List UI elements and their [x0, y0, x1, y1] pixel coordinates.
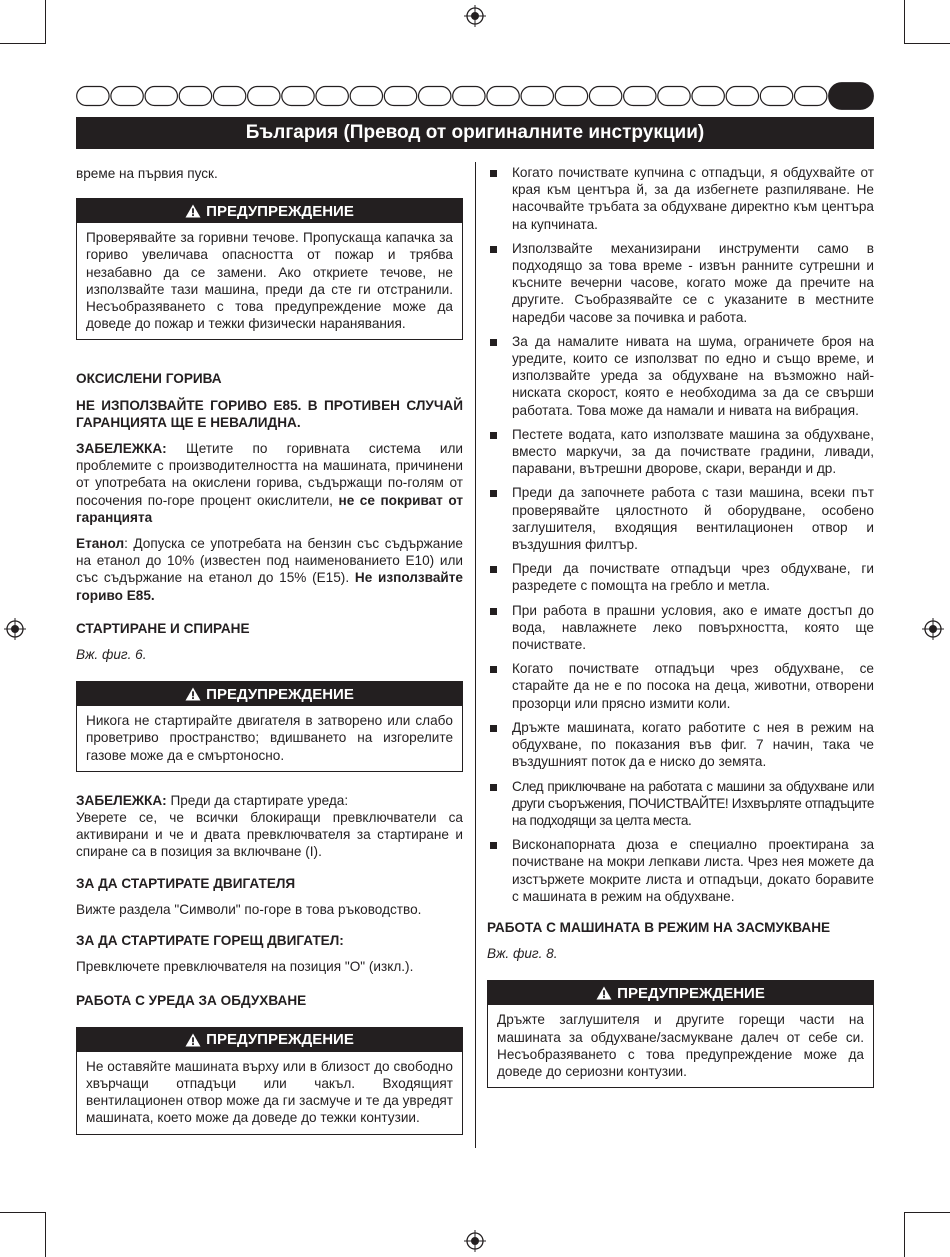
figure-reference: Вж. фиг. 8. [487, 946, 558, 962]
warning-triangle-icon [596, 986, 612, 1000]
ethanol-text: : Допуска се употребата на бензин със съдържание на етанол до 10% (известен под наименованието E10) или със съдържание на етанол до 15% (E15). [76, 536, 463, 586]
language-tab [111, 87, 143, 106]
language-tab [521, 87, 553, 106]
bullet-square-icon [490, 246, 497, 253]
e85-warning: НЕ ИЗПОЛЗВАЙТЕ ГОРИВО E85. В ПРОТИВЕН СЛУЧАЙ ГАРАНЦИЯТА ЩЕ Е НЕВАЛИДНА. [76, 397, 463, 430]
note-paragraph-2: Уверете се, че всички блокиращи превключватели са активирани и че и двата превключвателя за стартиране и спиране са в позиция за включване (I). [76, 810, 463, 860]
crop-mark [904, 0, 905, 44]
bullet-square-icon [490, 725, 497, 732]
section-heading: ЗА ДА СТАРТИРАТЕ ГОРЕЩ ДВИГАТЕЛ: [76, 933, 344, 949]
ethanol-bold-tail: Не използвайте гориво E85. [76, 570, 463, 603]
crop-mark [904, 43, 950, 44]
registration-mark-icon [922, 618, 944, 640]
intro-text: време на първия пуск. [76, 166, 218, 181]
warning-header [77, 1028, 462, 1052]
note-bold-tail: не се покриват от гаранцията [76, 492, 464, 525]
warning-header [77, 682, 462, 706]
crop-mark [0, 1212, 46, 1213]
bullet-square-icon [490, 842, 497, 849]
note-label: ЗАБЕЛЕЖКА: [76, 792, 167, 808]
language-tab [555, 87, 587, 106]
body-text: Вижте раздела "Символи" по-горе в това ръководство. [76, 901, 422, 917]
page-title: България (Превод от оригиналните инструкции) [76, 117, 874, 149]
bullet-square-icon [490, 339, 497, 346]
warning-triangle-icon [185, 1033, 201, 1047]
figure-reference: Вж. фиг. 6. [76, 647, 147, 663]
body-text: Превключете превключвателя на позиция "O" (изкл.). [76, 959, 414, 975]
language-tab [692, 87, 724, 106]
section-heading: ЗА ДА СТАРТИРАТЕ ДВИГАТЕЛЯ [76, 875, 296, 891]
section-heading: ОКСИСЛЕНИ ГОРИВА [76, 371, 222, 387]
registration-mark-icon [464, 5, 486, 27]
warning-label: ПРЕДУПРЕЖДЕНИЕ [617, 984, 765, 1002]
right-column [487, 164, 874, 1102]
list-item: Висконапорната дюза е специално проектирана за почистване на мокри лепкави листа. Чрез нея можете да изстържете мокрите листа и отпадъци, докато боравите с машината в режим на обдухване. [487, 836, 874, 905]
list-item: Когато почиствате купчина с отпадъци, я обдухвайте от края към центъра й, за да избегнете разпиляване. Не насочвайте тръбата за обдухване директно към центъра на купчината. [487, 164, 874, 233]
warning-text: Никога не стартирайте двигателя в затворено или слабо проветриво пространство; вдишването на изгорелите газове може да е смъртоносно. [86, 713, 453, 763]
language-tab [350, 87, 382, 106]
language-tabs [76, 82, 874, 110]
list-item: Дръжте машината, когато работите с нея в режим на обдухване, по показания във фиг. 7 начин, така че въздушният поток да е ниско до земята. [487, 719, 874, 771]
crop-mark [904, 1212, 905, 1257]
warning-box [76, 198, 463, 340]
section-heading: СТАРТИРАНЕ И СПИРАНЕ [76, 620, 250, 636]
language-tab [248, 87, 280, 106]
tips-list [487, 164, 874, 905]
crop-mark [0, 43, 46, 44]
language-tab [726, 87, 758, 106]
language-tab [487, 87, 519, 106]
list-item: Използвайте механизирани инструменти само в подходящо за това време - извън ранните сутрешни и късните вечерни часове, когато може да пречите на другите. Съобразявайте се с указаните в местните наредби часове за почивка и работа. [487, 240, 874, 326]
language-tab [384, 87, 416, 106]
language-tab [179, 87, 211, 106]
left-column [76, 160, 463, 1149]
note-paragraph [76, 440, 463, 526]
section-heading: РАБОТА С УРЕДА ЗА ОБДУХВАНЕ [76, 992, 307, 1008]
bullet-square-icon [490, 432, 497, 439]
warning-header [488, 981, 873, 1005]
registration-mark-icon [4, 618, 26, 640]
language-tab [282, 87, 314, 106]
bullet-square-icon [490, 666, 497, 673]
list-item: Когато почиствате отпадъци чрез обдухване, се старайте да не е по посока на деца, животни, отворени прозорци или прясно измити коли. [487, 660, 874, 712]
list-item: След приключване на работата с машини за обдухване или други съоръжения, ПОЧИСТВАЙТЕ! Изхвърляте отпадъците на подходящи за целта места. [487, 778, 874, 830]
section-heading: РАБОТА С МАШИНАТА В РЕЖИМ НА ЗАСМУКВАНЕ [487, 919, 831, 935]
warning-label: ПРЕДУПРЕЖДЕНИЕ [206, 202, 354, 220]
crop-mark [904, 1212, 950, 1213]
note-label: ЗАБЕЛЕЖКА: [76, 441, 167, 457]
language-tab [658, 87, 690, 106]
note-paragraph [76, 792, 463, 809]
note-text: Щетите по горивната система или проблемите с производителността на машината, причинени от употребата на окислени горива, съдържащи по-голям от посочения по-горе процент окислители, [76, 441, 463, 508]
note-text: Преди да стартирате уреда: [166, 792, 349, 808]
bullet-square-icon [490, 784, 497, 791]
language-tab [453, 87, 485, 106]
list-item: Пестете водата, като използвате машина за обдухване, вместо маркучи, за да почиствате градини, ливади, паравани, вътрешни дворове, скари, веранди и др. [487, 426, 874, 478]
bullet-square-icon [490, 608, 497, 615]
warning-triangle-icon [185, 687, 201, 701]
language-tab [145, 87, 177, 106]
ethanol-label: Етанол [76, 536, 125, 552]
warning-text: Проверявайте за горивни течове. Пропускаща капачка за гориво увеличава опасността от пожар и трябва незабавно да се замени. Ако откриете течове, не използвайте тази машина, преди да сте ги отстранили. Несъобразяването с това предупреждение може да доведе до пожар и тежки физически наранявания. [86, 230, 453, 332]
list-item: При работа в прашни условия, ако е имате достъп до вода, навлажнете леко повърхността, която ще почиствате. [487, 602, 874, 654]
warning-box [76, 681, 463, 772]
bullet-square-icon [490, 490, 497, 497]
ethanol-paragraph [76, 535, 463, 604]
bullet-square-icon [490, 170, 497, 177]
language-tab-active [829, 83, 874, 110]
warning-label: ПРЕДУПРЕЖДЕНИЕ [206, 1031, 354, 1049]
warning-triangle-icon [185, 204, 201, 218]
crop-mark [45, 1212, 46, 1257]
language-tab [589, 87, 621, 106]
language-tab [316, 87, 348, 106]
language-tab [213, 87, 245, 106]
warning-box [76, 1027, 463, 1135]
language-tab [77, 87, 109, 106]
list-item: Преди да почиствате отпадъци чрез обдухване, ги разредете с помощта на гребло и метла. [487, 560, 874, 594]
registration-mark-icon [464, 1230, 486, 1252]
warning-text: Дръжте заглушителя и другите горещи части на машината за обдухване/засмукване далеч от себе си. Несъобразяването с това предупреждение може да доведе до сериозни контузии. [497, 1012, 864, 1079]
crop-mark [45, 0, 46, 44]
language-tab [760, 87, 792, 106]
language-tab [795, 87, 827, 106]
language-tab [419, 87, 451, 106]
warning-header [77, 199, 462, 223]
warning-label: ПРЕДУПРЕЖДЕНИЕ [206, 685, 354, 703]
column-divider [475, 162, 476, 1148]
language-tab [624, 87, 656, 106]
warning-text: Не оставяйте машината върху или в близост до свободно хвърчащи отпадъци или чакъл. Входящият вентилационен отвор може да ги засмуче и те да увредят машината, което може да доведе до тежки контузии. [86, 1058, 453, 1126]
warning-box [487, 980, 874, 1088]
list-item: За да намалите нивата на шума, ограничете броя на уредите, които се използват по едно и също време, и използвайте уреда за обдухване на възможно най-ниската скорост, която е необходима за да се свърши работата. Това може да намали и нивата на вибрация. [487, 333, 874, 419]
bullet-square-icon [490, 566, 497, 573]
list-item: Преди да започнете работа с тази машина, всеки път проверявайте цялостното й оборудване, особено заглушителя, входящия вентилационен отвор и въздушния филтър. [487, 484, 874, 553]
